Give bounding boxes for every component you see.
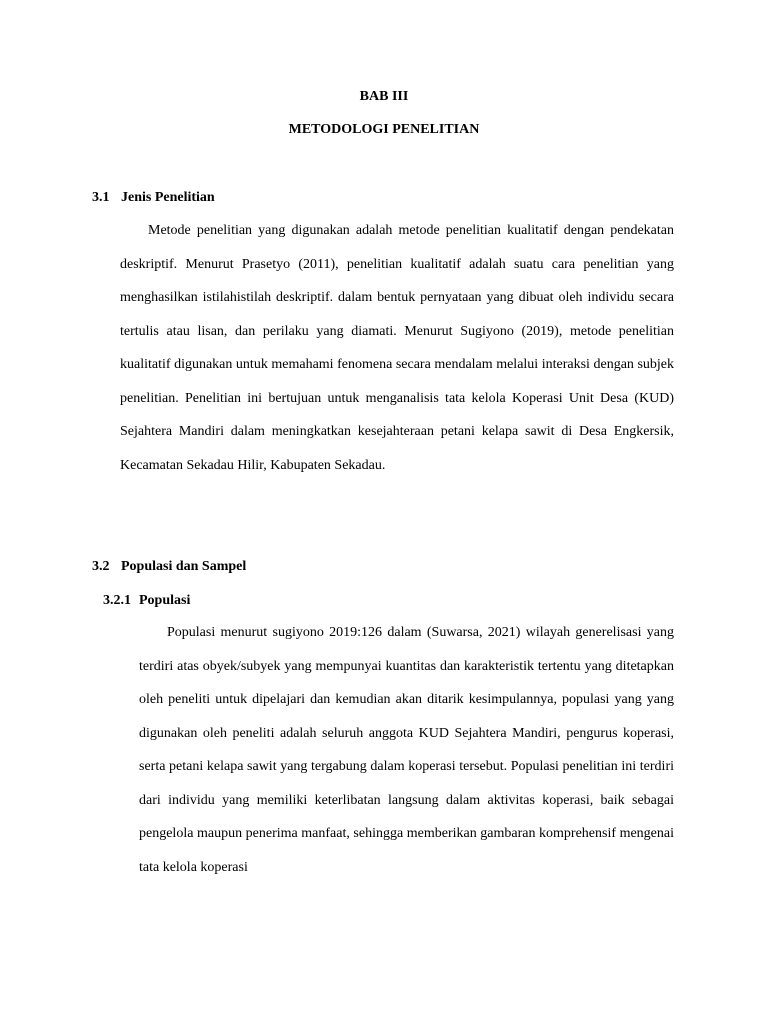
subsection-heading-3-2-1 (103, 592, 190, 610)
section-title: Jenis Penelitian (121, 190, 215, 205)
subsection-number: 3.2.1 (103, 593, 131, 608)
chapter-label: BAB III (359, 89, 409, 104)
subsection-title: Populasi (139, 593, 191, 608)
paragraph-populasi: Populasi menurut sugiyono 2019:126 dalam (Suwarsa, 2021) wilayah generelisasi yang terdiri atas obyek/subyek yang mempunyai kuantitas dan karakteristik tertentu yang ditetapkan oleh peneliti untuk dipelajari dan kemudian akan ditarik kesimpulannya, populasi yang yang digunakan oleh peneliti adalah seluruh anggota KUD Sejahtera Mandiri, pengurus koperasi, serta petani kelapa sawit yang tergabung dalam koperasi tersebut. Populasi penelitian ini terdiri dari individu yang memiliki keterlibatan langsung dalam aktivitas koperasi, baik sebagai pengelola maupun penerima manfaat, sehingga memberikan gambaran komprehensif mengenai tata kelola koperasi (139, 625, 674, 875)
section-heading-3-1 (92, 189, 215, 207)
section-number: 3.1 (92, 190, 110, 205)
section-title: Populasi dan Sampel (121, 559, 247, 574)
section-number: 3.2 (92, 559, 110, 574)
chapter-title: METODOLOGI PENELITIAN (288, 122, 480, 137)
section-heading-3-2 (92, 558, 246, 576)
paragraph-jenis-penelitian: Metode penelitian yang digunakan adalah metode penelitian kualitatif dengan pendekatan deskriptif. Menurut Prasetyo (2011), penelitian kualitatif adalah suatu cara penelitian yang menghasilkan istilahistilah deskriptif. dalam bentuk pernyataan yang dibuat oleh individu secara tertulis atau lisan, dan perilaku yang diamati. Menurut Sugiyono (2019), metode penelitian kualitatif digunakan untuk memahami fenomena secara mendalam melalui interaksi dengan subjek penelitian. Penelitian ini bertujuan untuk menganalisis tata kelola Koperasi Unit Desa (KUD) Sejahtera Mandiri dalam meningkatkan kesejahteraan petani kelapa sawit di Desa Engkersik, Kecamatan Sekadau Hilir, Kabupaten Sekadau. (120, 223, 674, 473)
